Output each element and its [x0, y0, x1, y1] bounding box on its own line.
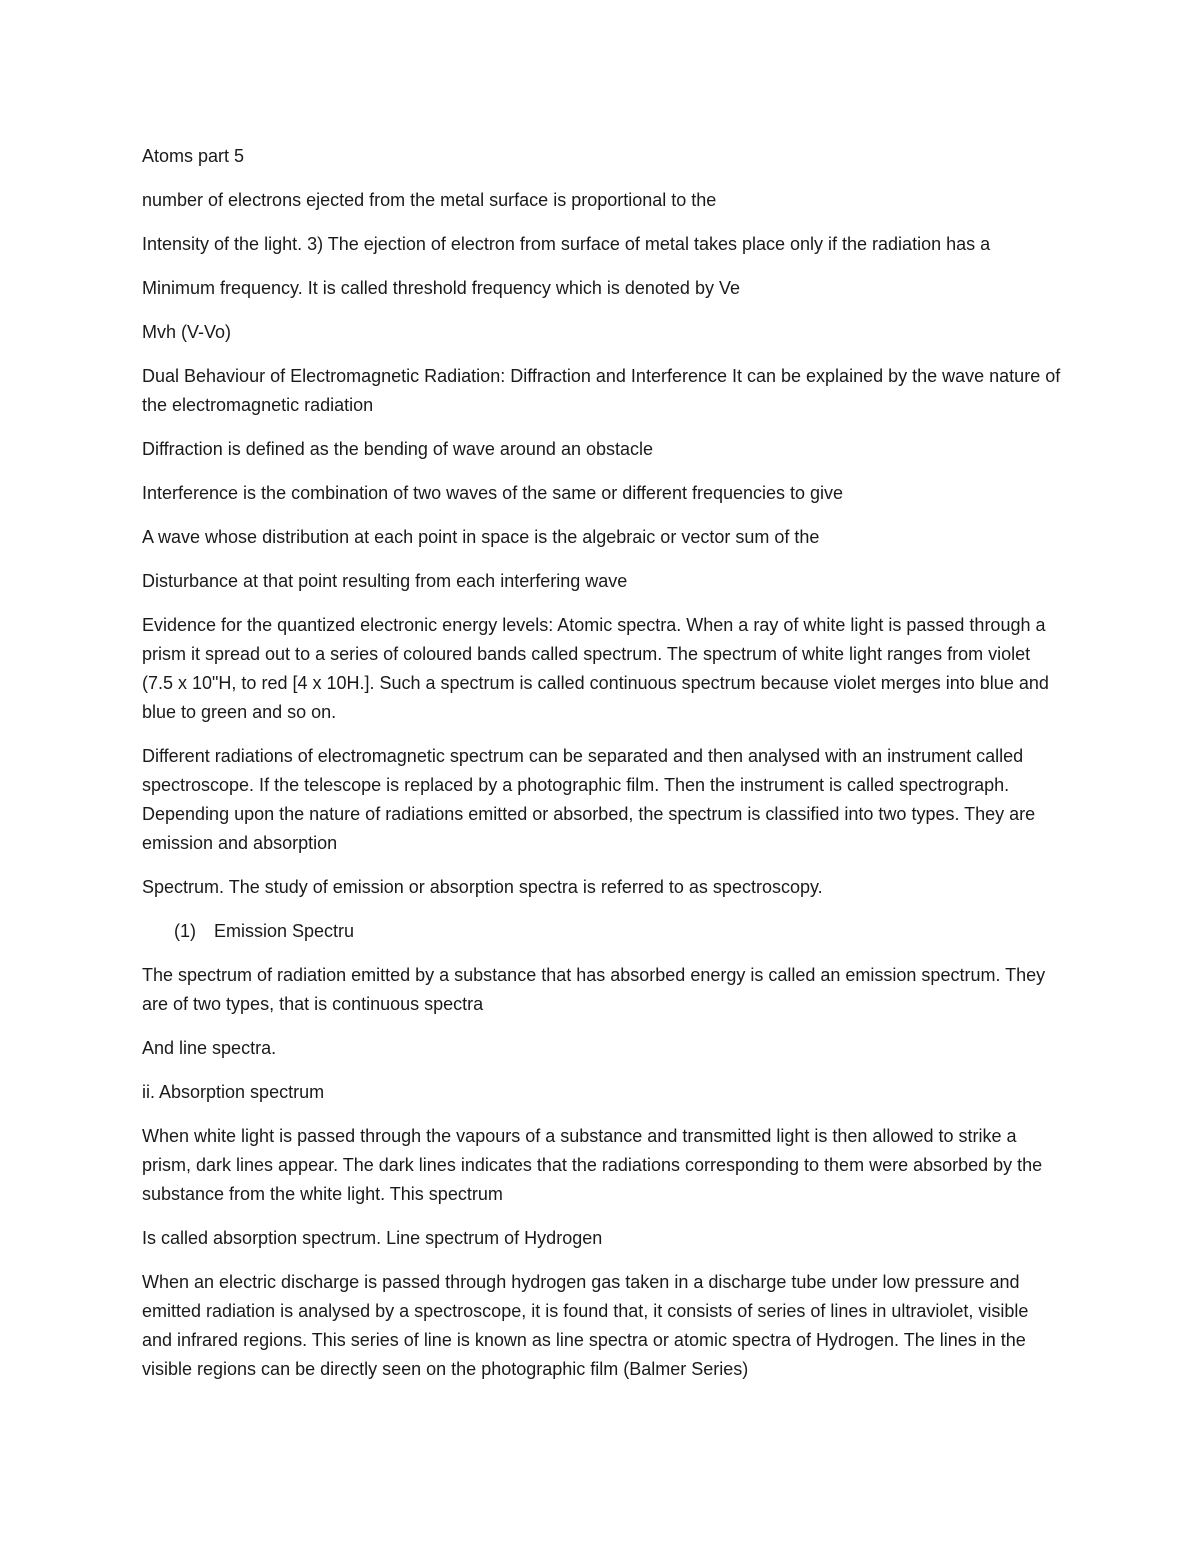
- paragraph: ii. Absorption spectrum: [142, 1082, 325, 1102]
- paragraph: number of electrons ejected from the metal surface is proportional to the: [142, 190, 717, 210]
- paragraph: Disturbance at that point resulting from each interfering wave: [142, 571, 628, 591]
- paragraph: Interference is the combination of two waves of the same or different frequencies to give: [142, 483, 844, 503]
- paragraph: Dual Behaviour of Electromagnetic Radiation: Diffraction and Interference It can be explained by the wave nature of the electromagnetic radiation: [142, 366, 1061, 415]
- list-item-text: Emission Spectru: [214, 921, 355, 941]
- document-title: Atoms part 5: [142, 146, 245, 166]
- paragraph: A wave whose distribution at each point in space is the algebraic or vector sum of the: [142, 527, 820, 547]
- numbered-list-item: [174, 917, 1062, 946]
- paragraph: When an electric discharge is passed through hydrogen gas taken in a discharge tube under low pressure and emitted radiation is analysed by a spectroscope, it is found that, it consists of series of lines in ultraviolet, visible and infrared regions. This series of line is known as line spectra or atomic spectra of Hydrogen. The lines in the visible regions can be directly seen on the photographic film (Balmer Series): [142, 1272, 1029, 1379]
- paragraph: Different radiations of electromagnetic spectrum can be separated and then analysed with an instrument called spectroscope. If the telescope is replaced by a photographic film. Then the instrument is called spectrograph. Depending upon the nature of radiations emitted or absorbed, the spectrum is classified into two types. They are emission and absorption: [142, 746, 1036, 853]
- paragraph: Diffraction is defined as the bending of wave around an obstacle: [142, 439, 654, 459]
- paragraph: Mvh (V-Vo): [142, 322, 232, 342]
- paragraph: Is called absorption spectrum. Line spectrum of Hydrogen: [142, 1228, 603, 1248]
- document-body: [142, 142, 1062, 1399]
- paragraph: Spectrum. The study of emission or absorption spectra is referred to as spectroscopy.: [142, 877, 823, 897]
- paragraph: Intensity of the light. 3) The ejection of electron from surface of metal takes place only if the radiation has a: [142, 234, 991, 254]
- paragraph: Evidence for the quantized electronic energy levels: Atomic spectra. When a ray of white light is passed through a prism it spread out to a series of coloured bands called spectrum. The spectrum of white light ranges from violet (7.5 x 10"H, to red [4 x 10H.]. Such a spectrum is called continuous spectrum because violet merges into blue and blue to green and so on.: [142, 615, 1049, 722]
- list-number: (1): [174, 921, 196, 941]
- paragraph: Minimum frequency. It is called threshold frequency which is denoted by Ve: [142, 278, 740, 298]
- paragraph: The spectrum of radiation emitted by a substance that has absorbed energy is called an emission spectrum. They are of two types, that is continuous spectra: [142, 965, 1046, 1014]
- paragraph: And line spectra.: [142, 1038, 277, 1058]
- paragraph: When white light is passed through the vapours of a substance and transmitted light is then allowed to strike a prism, dark lines appear. The dark lines indicates that the radiations corresponding to them were absorbed by the substance from the white light. This spectrum: [142, 1126, 1043, 1204]
